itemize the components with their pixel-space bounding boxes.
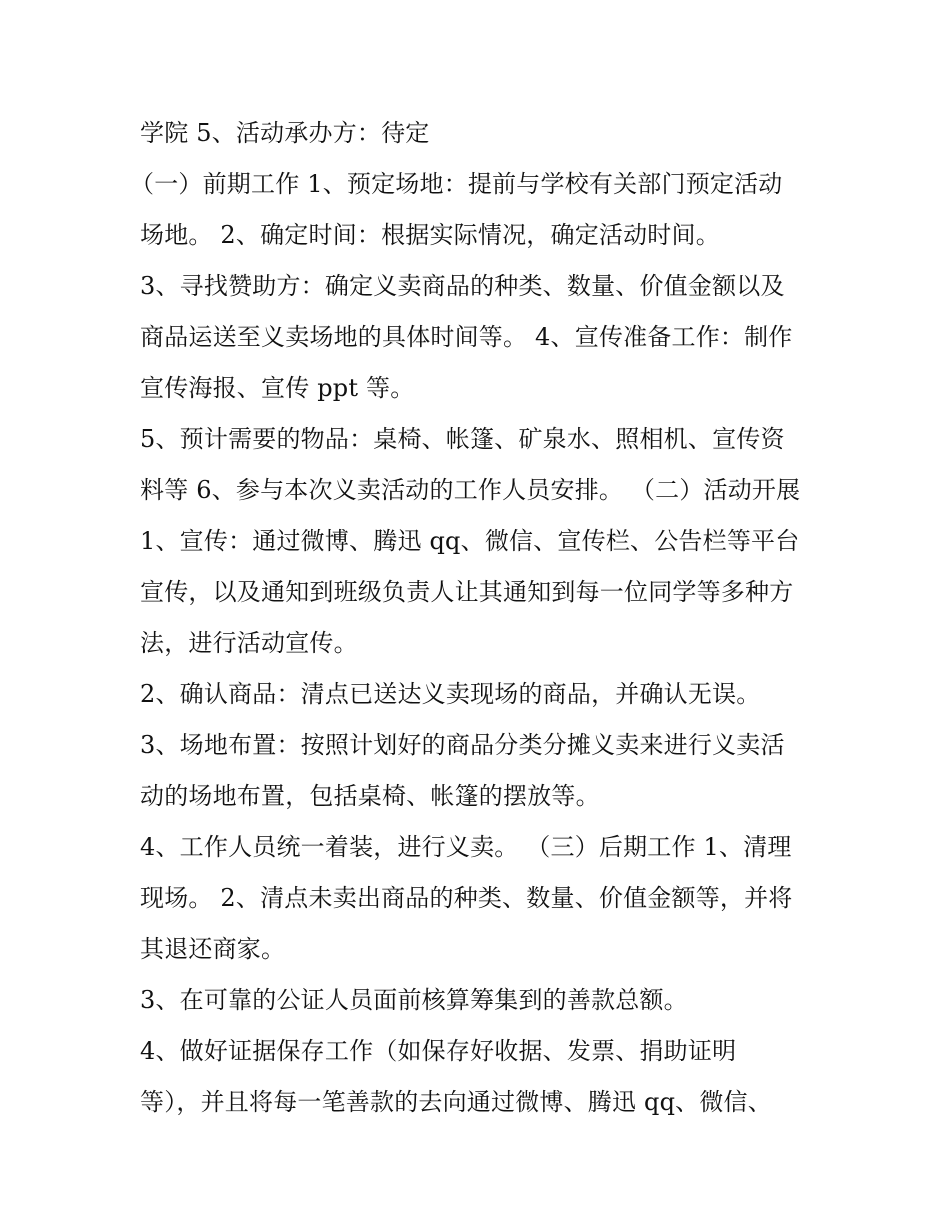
text-line-2: （一）前期工作 1、预定场地：提前与学校有关部门预定活动 [130, 170, 783, 198]
text-line-6: 宣传海报、宣传 ppt 等。 [140, 374, 415, 402]
text-line-17: 其退还商家。 [140, 935, 286, 963]
text-line-13: 3、场地布置：按照计划好的商品分类分摊义卖来进行义卖活 [140, 731, 785, 759]
text-line-3: 场地。 2、确定时间：根据实际情况，确定活动时间。 [140, 221, 720, 249]
text-line-9: 1、宣传：通过微博、腾迅 qq、微信、宣传栏、公告栏等平台 [140, 527, 800, 555]
text-line-19: 4、做好证据保存工作（如保存好收据、发票、捐助证明 [140, 1037, 737, 1065]
document-body [130, 108, 820, 1128]
text-line-1: 学院 5、活动承办方：待定 [140, 119, 430, 147]
text-line-16: 现场。 2、清点未卖出商品的种类、数量、价值金额等，并将 [140, 884, 793, 912]
text-line-11: 法，进行活动宣传。 [140, 629, 358, 657]
text-line-5: 商品运送至义卖场地的具体时间等。 4、宣传准备工作：制作 [140, 323, 793, 351]
text-line-7: 5、预计需要的物品：桌椅、帐篷、矿泉水、照相机、宣传资 [140, 425, 785, 453]
text-line-14: 动的场地布置，包括桌椅、帐篷的摆放等。 [140, 782, 600, 810]
text-line-18: 3、在可靠的公证人员面前核算筹集到的善款总额。 [140, 986, 688, 1014]
text-line-20: 等），并且将每一笔善款的去向通过微博、腾迅 qq、微信、 [140, 1088, 772, 1116]
text-line-8: 料等 6、参与本次义卖活动的工作人员安排。 （二）活动开展 [140, 476, 801, 504]
text-line-4: 3、寻找赞助方：确定义卖商品的种类、数量、价值金额以及 [140, 272, 785, 300]
text-line-12: 2、确认商品：清点已送达义卖现场的商品，并确认无误。 [140, 680, 761, 708]
text-line-15: 4、工作人员统一着装，进行义卖。 （三）后期工作 1、清理 [140, 833, 792, 861]
text-line-10: 宣传，以及通知到班级负责人让其通知到每一位同学等多种方 [140, 578, 794, 606]
